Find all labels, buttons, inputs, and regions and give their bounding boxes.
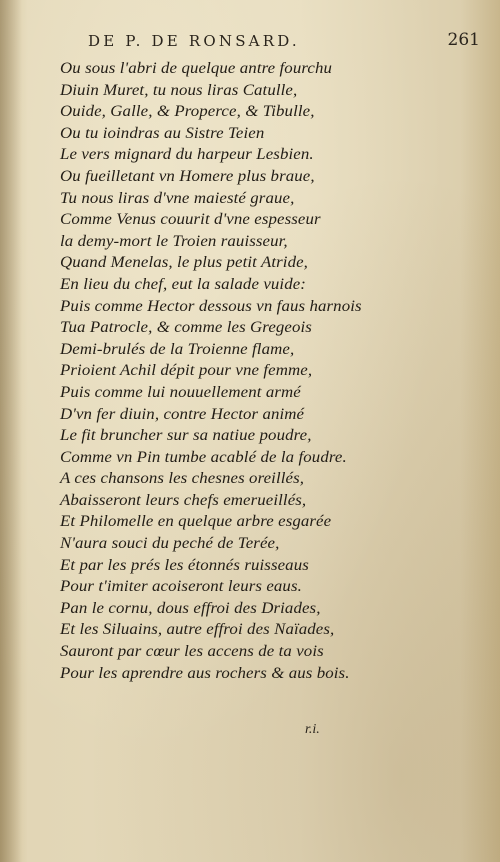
verse-line: Le fit bruncher sur sa natiue poudre, [60, 426, 312, 445]
verse-line: N'aura souci du peché de Terée, [60, 534, 280, 553]
verse-line: la demy-mort le Troien rauisseur, [60, 231, 288, 250]
verse-block [60, 58, 362, 684]
verse-line: Quand Menelas, le plus petit Atride, [60, 253, 308, 272]
verse-line: Pour les aprendre aus rochers & aus bois. [60, 663, 350, 682]
verse-line: Comme Venus couurit d'vne espesseur [60, 210, 321, 229]
verse-line: Puis comme lui nouuellement armé [60, 382, 301, 401]
verse-line: D'vn fer diuin, contre Hector animé [60, 404, 305, 423]
verse-line: Et par les prés les étonnés ruisseaus [60, 555, 309, 574]
verse-line: Tua Patrocle, & comme les Gregeois [60, 318, 312, 337]
verse-line: Puis comme Hector dessous vn faus harnois [60, 296, 362, 315]
verse-line: Ouide, Galle, & Properce, & Tibulle, [60, 102, 315, 121]
verse-line: Tu nous liras d'vne maiesté graue, [60, 188, 295, 207]
verse-line: Pour t'imiter acoiseront leurs eaus. [60, 577, 302, 596]
verse-line: Le vers mignard du harpeur Lesbien. [60, 145, 314, 164]
verse-line: A ces chansons les chesnes oreillés, [60, 469, 305, 488]
verse-line: Ou tu ioindras au Sistre Teien [60, 123, 265, 142]
verse-line: Sauront par cœur les accens de ta vois [60, 642, 324, 661]
running-title: DE P. DE RONSARD. [88, 32, 300, 50]
gutter-shadow [0, 0, 22, 862]
verse-line: Ou fueilletant vn Homere plus braue, [60, 166, 315, 185]
page-number: 261 [447, 30, 480, 50]
verse-line: Demi-brulés de la Troienne flame, [60, 339, 295, 358]
verse-line: Prioient Achil dépit pour vne femme, [60, 361, 313, 380]
verse-line: En lieu du chef, eut la salade vuide: [60, 274, 307, 293]
page-header [88, 30, 488, 56]
verse-line: Pan le cornu, dous effroi des Driades, [60, 598, 321, 617]
catchword: r.i. [305, 722, 320, 737]
verse-line: Et Philomelle en quelque arbre esgarée [60, 512, 332, 531]
verse-line: Abaisseront leurs chefs emerueillés, [60, 490, 307, 509]
verse-line: Ou sous l'abri de quelque antre fourchu [60, 59, 333, 77]
verse-line: Diuin Muret, tu nous liras Catulle, [60, 80, 298, 99]
verse-line: Et les Siluains, autre effroi des Naïades, [60, 620, 335, 639]
verse-line: Comme vn Pin tumbe acablé de la foudre. [60, 447, 347, 466]
